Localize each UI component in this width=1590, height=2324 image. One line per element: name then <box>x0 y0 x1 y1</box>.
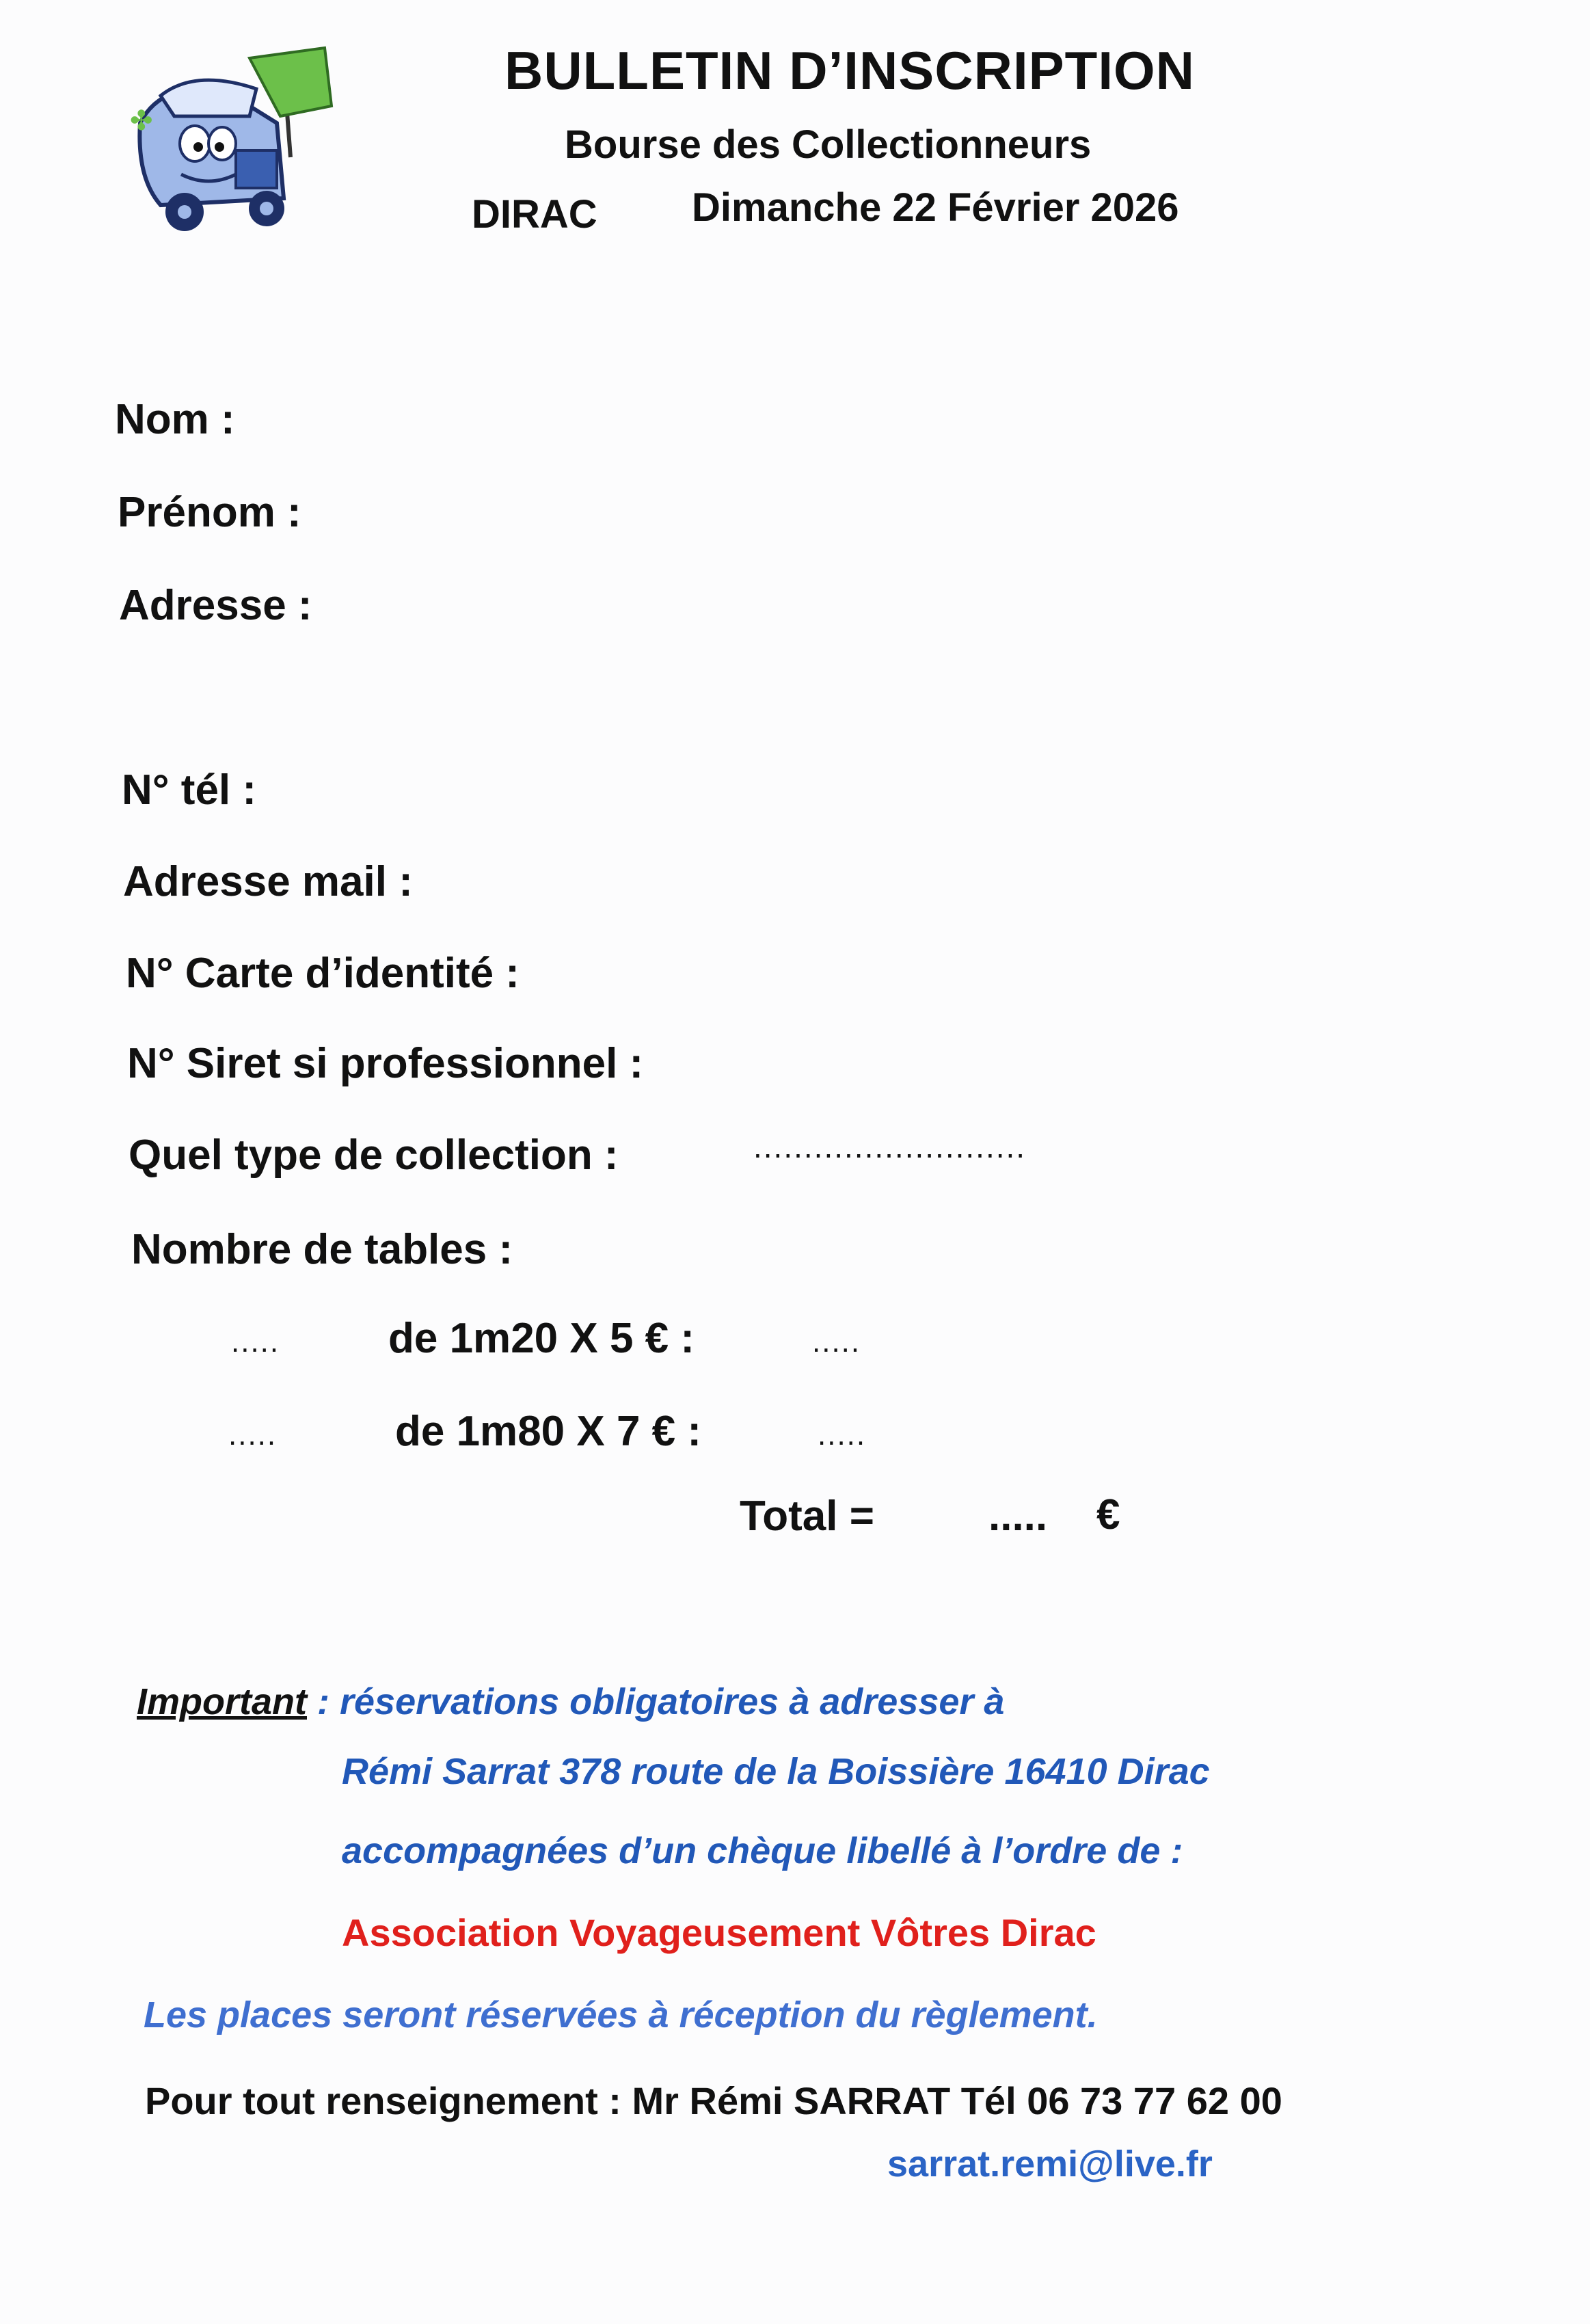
important-address: Rémi Sarrat 378 route de la Boissière 16410 Dirac <box>342 1751 1210 1792</box>
important-text: : réservations obligatoires à adresser à <box>307 1681 1005 1722</box>
table-row1-label: de 1m20 X 5 € : <box>388 1315 695 1362</box>
table-row2-value: ..... <box>818 1418 867 1452</box>
field-nom-label: Nom : <box>115 396 235 443</box>
total-value: ..... <box>988 1493 1048 1540</box>
total-currency: € <box>1096 1491 1120 1538</box>
field-prenom-label: Prénom : <box>118 489 301 536</box>
collection-dots: ........................... <box>753 1129 1027 1164</box>
important-line1 <box>137 1681 1004 1723</box>
field-carte-label: N° Carte d’identité : <box>126 950 520 997</box>
field-collection-label: Quel type de collection : <box>129 1132 619 1179</box>
table-row1-value: ..... <box>812 1325 861 1359</box>
total-label: Total = <box>740 1493 874 1540</box>
table-row2-qty: ..... <box>228 1418 278 1452</box>
important-label: Important <box>137 1681 307 1722</box>
association-name: Association Voyageusement Vôtres Dirac <box>342 1911 1096 1954</box>
table-row2-label: de 1m80 X 7 € : <box>395 1408 702 1455</box>
svg-text:✤: ✤ <box>130 105 153 137</box>
camper-van-logo-icon <box>120 41 338 239</box>
event-date: Dimanche 22 Février 2026 <box>692 185 1179 230</box>
field-mail-label: Adresse mail : <box>123 858 413 905</box>
contact-email[interactable]: sarrat.remi@live.fr <box>887 2143 1213 2185</box>
table-row1-qty: ..... <box>231 1325 280 1359</box>
field-siret-label: N° Siret si professionnel : <box>127 1040 644 1087</box>
event-subtitle: Bourse des Collectionneurs <box>565 122 1092 167</box>
places-note: Les places seront réservées à réception du règlement. <box>144 1994 1098 2035</box>
field-tables-label: Nombre de tables : <box>131 1226 513 1273</box>
important-cheque: accompagnées d’un chèque libellé à l’ordre de : <box>342 1830 1183 1871</box>
page-title: BULLETIN D’INSCRIPTION <box>504 40 1195 101</box>
field-tel-label: N° tél : <box>122 766 257 814</box>
contact-line: Pour tout renseignement : Mr Rémi SARRAT Tél 06 73 77 62 00 <box>145 2079 1282 2122</box>
event-place: DIRAC <box>472 192 597 237</box>
field-adresse-label: Adresse : <box>119 582 312 629</box>
